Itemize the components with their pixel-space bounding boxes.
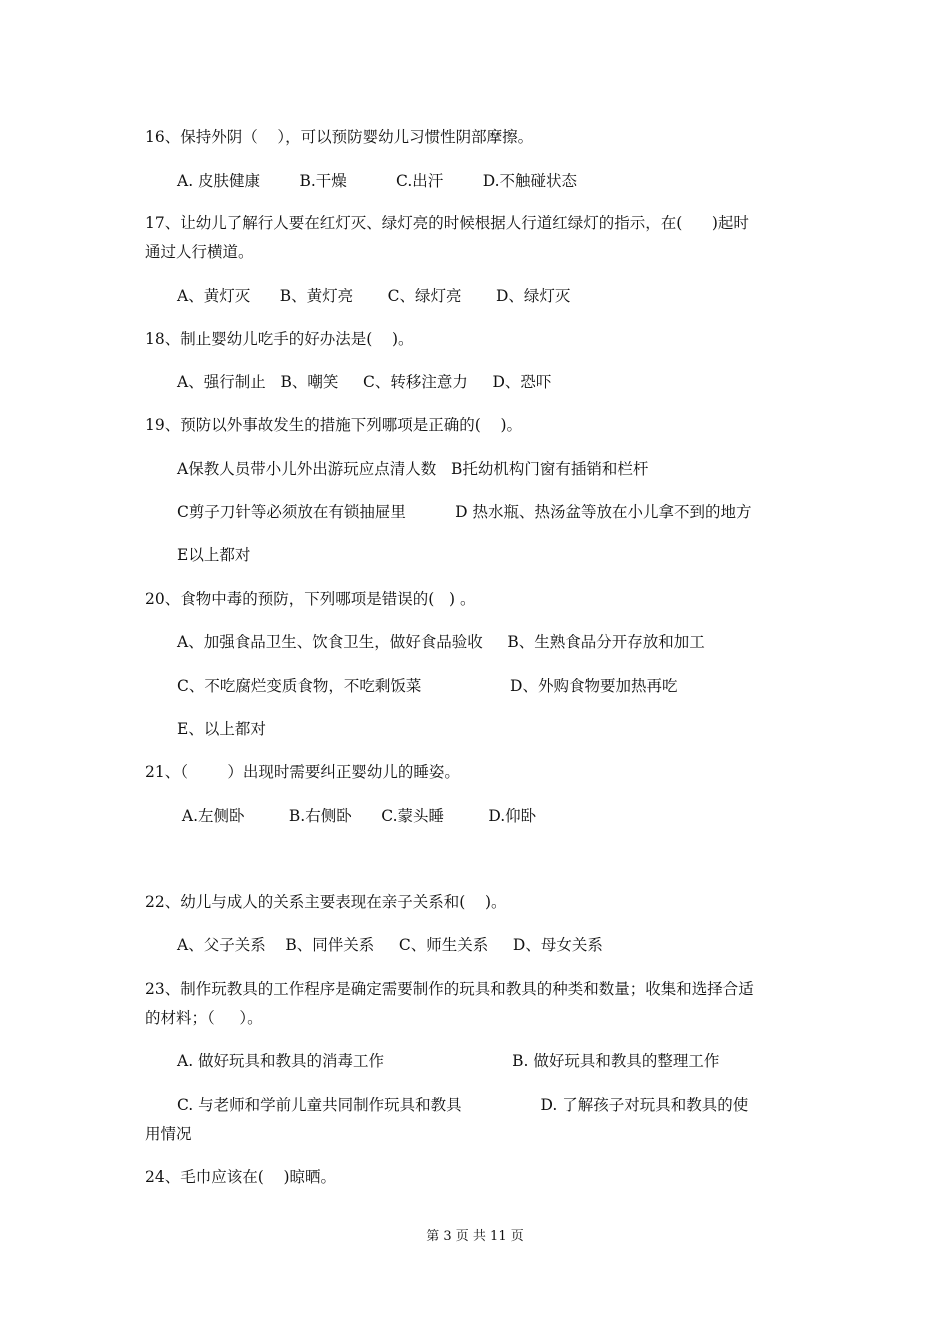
question-20-option-line-1: A、加强食品卫生、饮食卫生，做好食品验收 B、生熟食品分开存放和加工 [177, 633, 705, 651]
question-19-stem: 19、预防以外事故发生的措施下列哪项是正确的( )。 [145, 416, 523, 434]
question-17-options: A、黄灯灭 B、黄灯亮 C、绿灯亮 D、绿灯灭 [177, 287, 571, 305]
question-18-options: A、强行制止 B、嘲笑 C、转移注意力 D、恐吓 [177, 373, 552, 391]
question-20-option-line-2: C、不吃腐烂变质食物，不吃剩饭菜 D、外购食物要加热再吃 [177, 677, 678, 695]
question-19-option-line-2: C剪子刀针等必须放在有锁抽屉里 D 热水瓶、热汤盆等放在小儿拿不到的地方 [177, 503, 752, 521]
question-16-stem: 16、保持外阴（ ），可以预防婴幼儿习惯性阴部摩擦。 [145, 128, 534, 146]
question-23-option-continuation: 用情况 [145, 1125, 192, 1143]
question-23-option-line-2: C. 与老师和学前儿童共同制作玩具和教具 D. 了解孩子对玩具和教具的使 [177, 1096, 749, 1114]
question-24-stem: 24、毛巾应该在( )晾晒。 [145, 1168, 337, 1186]
question-17-stem-line-1: 17、让幼儿了解行人要在红灯灭、绿灯亮的时候根据人行道红绿灯的指示，在( )起时 [145, 214, 749, 232]
question-22-stem: 22、幼儿与成人的关系主要表现在亲子关系和( )。 [145, 893, 507, 911]
question-20-option-line-3: E、以上都对 [177, 720, 266, 738]
question-23-stem-line-2: 的材料；（ ）。 [145, 1009, 263, 1027]
question-16-options: A. 皮肤健康 B.干燥 C.出汗 D.不触碰状态 [177, 172, 578, 190]
question-21-options: A.左侧卧 B.右侧卧 C.蒙头睡 D.仰卧 [177, 807, 537, 825]
question-19-option-line-3: E以上都对 [177, 546, 251, 564]
question-19-option-line-1: A保教人员带小儿外出游玩应点清人数 B托幼机构门窗有插销和栏杆 [177, 460, 649, 478]
page-number-footer: 第 3 页 共 11 页 [426, 1229, 524, 1244]
question-20-stem: 20、食物中毒的预防，下列哪项是错误的( ) 。 [145, 590, 476, 608]
question-23-option-line-1: A. 做好玩具和教具的消毒工作 B. 做好玩具和教具的整理工作 [177, 1052, 720, 1070]
question-18-stem: 18、制止婴幼儿吃手的好办法是( )。 [145, 330, 414, 348]
question-21-stem: 21、（ ）出现时需要纠正婴幼儿的睡姿。 [145, 763, 460, 781]
question-23-stem-line-1: 23、制作玩教具的工作程序是确定需要制作的玩具和教具的种类和数量；收集和选择合适 [145, 980, 754, 998]
question-22-options: A、父子关系 B、同伴关系 C、师生关系 D、母女关系 [177, 936, 603, 954]
question-17-stem-line-2: 通过人行横道。 [145, 243, 254, 261]
